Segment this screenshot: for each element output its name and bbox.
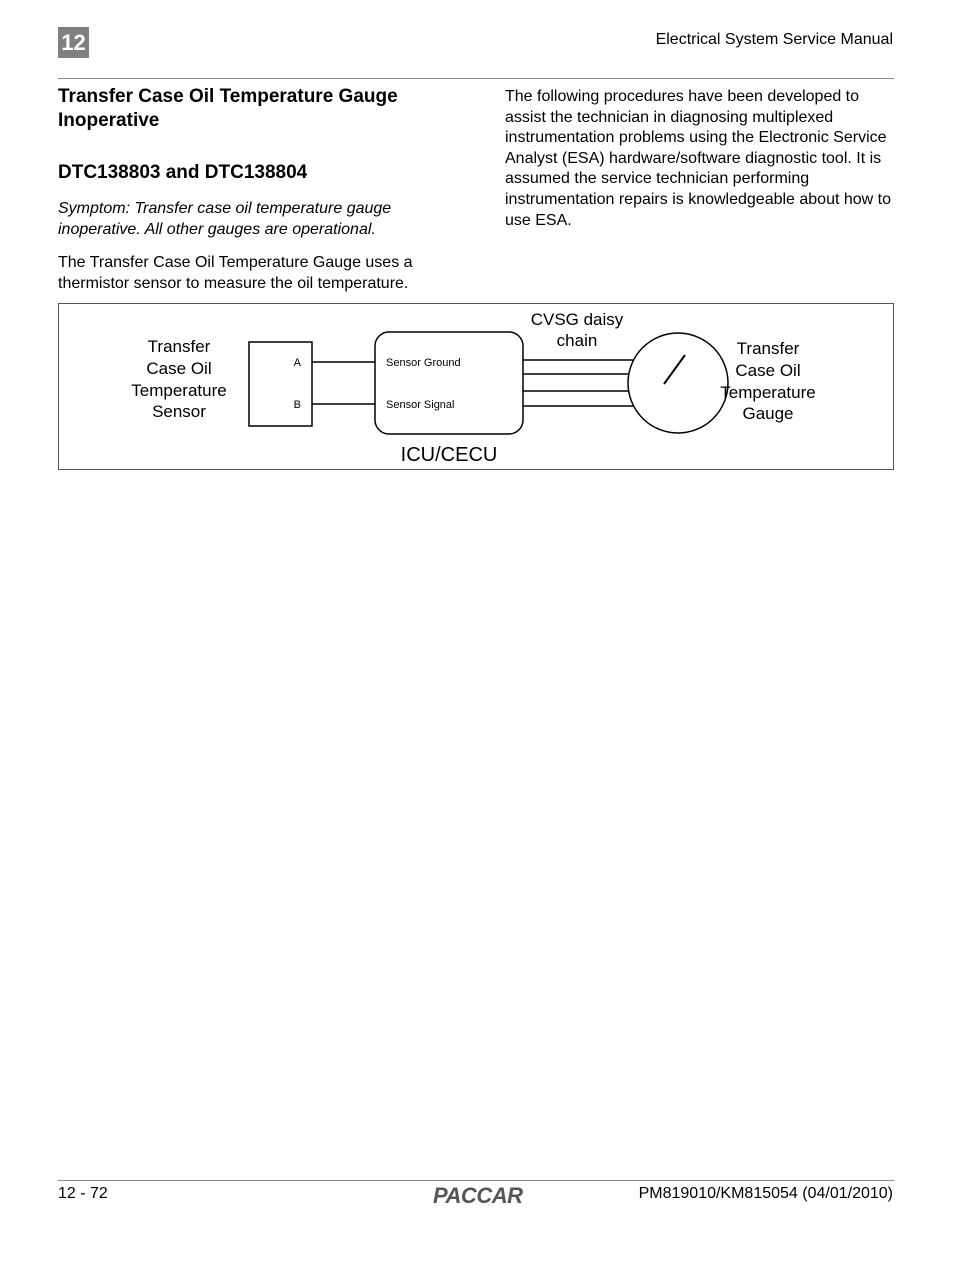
gauge-dial [628, 333, 728, 433]
manual-title: Electrical System Service Manual [655, 31, 893, 48]
section-heading: Transfer Case Oil Temperature Gauge Inoperative [58, 86, 398, 131]
left-column [58, 85, 458, 294]
wiring-diagram-svg [59, 304, 893, 469]
gauge-label-line: Transfer [736, 339, 800, 358]
sensor-box [249, 342, 312, 426]
gauge-label-line: Temperature [720, 383, 816, 402]
pin-b-label: B [293, 399, 301, 411]
cvsg-label-line: CVSG daisy [530, 310, 624, 329]
description-text: The Transfer Case Oil Temperature Gauge uses a thermistor sensor to measure the oil temperature. [58, 254, 413, 292]
sensor-label-line: Case Oil [146, 359, 212, 378]
gauge-label-line: Case Oil [735, 361, 801, 380]
sensor-label-line: Transfer [147, 337, 211, 356]
document-id: PM819010/KM815054 (04/01/2010) [638, 1185, 893, 1202]
intro-text: The following procedures have been developed to assist the technician in diagnosing multiplexed instrumentation problems using the Electronic Service Analyst (ESA) hardware/software diagnostic tool. It is assumed the service technician performing instrumentation repairs is knowledgeable about how to use ESA. [505, 88, 892, 229]
sensor-signal-label: Sensor Signal [386, 399, 455, 411]
sensor-label-line: Sensor [152, 402, 206, 421]
module-label: ICU/CECU [400, 444, 498, 466]
right-column [505, 87, 895, 231]
icu-cecu-box [375, 332, 523, 434]
cvsg-label-line: chain [556, 331, 598, 350]
sensor-label-line: Temperature [131, 381, 227, 400]
sensor-ground-label: Sensor Ground [386, 357, 461, 369]
paccar-logo-svg [433, 1183, 539, 1207]
wiring-diagram [58, 303, 894, 470]
dtc-heading: DTC138803 and DTC138804 [58, 162, 308, 183]
pin-a-label: A [293, 357, 301, 369]
page-number: 12 - 72 [58, 1185, 108, 1202]
header-rule [58, 78, 894, 79]
gauge-label-line: Gauge [742, 404, 794, 423]
chapter-badge: 12 [58, 27, 89, 58]
logo-text: PACCAR [433, 1183, 523, 1207]
paccar-logo [433, 1183, 539, 1212]
symptom-text: Symptom: Transfer case oil temperature gauge inoperative. All other gauges are operational. [58, 200, 392, 238]
footer-rule [58, 1180, 894, 1181]
